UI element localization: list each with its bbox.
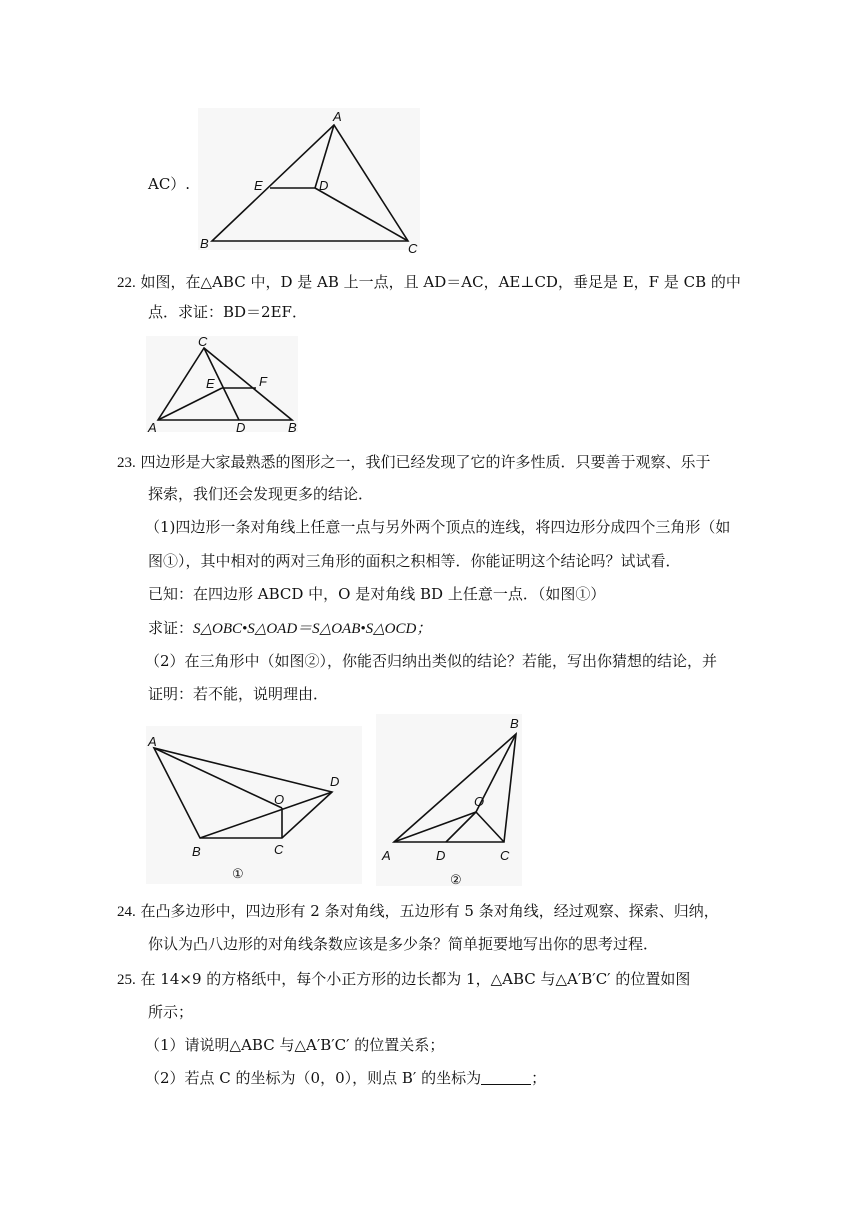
label-c: C (198, 334, 208, 349)
q24-number: 24. (117, 904, 136, 920)
q21-tail: AC）. (148, 175, 191, 193)
q24-text1: 在凸多边形中，四边形有 2 条对角线，五边形有 5 条对角线，经过观察、探索、归纳， (140, 902, 719, 920)
label-c: C (408, 241, 418, 256)
q25-number: 25. (117, 972, 136, 988)
label-d: D (436, 848, 446, 863)
label-f: F (259, 374, 267, 389)
q24-line2: 你认为凸八边形的对角线条数应该是多少条？简单扼要地写出你的思考过程． (148, 935, 659, 953)
q23-number: 23. (117, 455, 136, 471)
figure-background (146, 726, 362, 884)
label-d: D (236, 420, 246, 435)
q25-text1: 在 14×9 的方格纸中，每个小正方形的边长都为 1，△ABC 与△A′B′C′ 的位置如图 (140, 970, 691, 988)
q24-line1 (117, 901, 719, 922)
q25-part2-text: （2）若点 C 的坐标为（0，0），则点 B′ 的坐标为 (145, 1069, 482, 1087)
label-d: D (319, 178, 329, 193)
label-a: A (148, 420, 157, 435)
label-e: E (254, 178, 263, 193)
q23-prove-label: 求证： (148, 619, 194, 637)
label-o: O (274, 792, 285, 807)
q23-part2-line1: （2）在三角形中（如图②），你能否归纳出类似的结论？若能，写出你猜想的结论，并 (145, 652, 718, 670)
q25-part2 (145, 1068, 546, 1088)
q23-prove-formula: S△OBC•S△OAD＝S△OAB•S△OCD； (193, 621, 432, 637)
q23-given: 已知：在四边形 ABCD 中，O 是对角线 BD 上任意一点．（如图①） (148, 585, 606, 603)
figure-2-caption: ② (450, 872, 462, 887)
q22-figure (146, 336, 306, 436)
label-b: B (200, 236, 209, 251)
label-d: D (330, 774, 340, 789)
q23-figure-1 (146, 726, 366, 888)
q22-text1: 如图，在△ABC 中，D 是 AB 上一点，且 AD＝AC，AE⊥CD，垂足是 E，F 是 CB 的中 (140, 273, 741, 291)
q25-line2: 所示； (148, 1003, 194, 1021)
q23-line1 (117, 452, 711, 473)
q23-line2: 探索，我们还会发现更多的结论． (148, 485, 374, 503)
label-a: A (382, 848, 391, 863)
q25-part1: （1）请说明△ABC 与△A′B′C′ 的位置关系； (145, 1036, 445, 1054)
q22-line2: 点．求证：BD＝2EF． (148, 303, 307, 321)
q23-part2-line2: 证明：若不能，说明理由． (148, 685, 329, 703)
q25-line1 (117, 969, 690, 990)
q23-prove (148, 618, 431, 639)
label-b: B (192, 844, 201, 859)
answer-blank[interactable] (481, 1069, 531, 1085)
figure-1-caption: ① (232, 866, 244, 881)
label-e: E (206, 376, 215, 391)
q23-part1-line2: 图①），其中相对的两对三角形的面积之积相等．你能证明这个结论吗？试试看． (148, 552, 681, 570)
label-a: A (333, 109, 342, 124)
label-b: B (288, 420, 297, 435)
q23-part1-line1: （1)四边形一条对角线上任意一点与另外两个顶点的连线，将四边形分成四个三角形（如 (145, 518, 731, 536)
q22-line1 (117, 272, 741, 293)
q22-number: 22. (117, 275, 136, 291)
label-b: B (510, 716, 519, 731)
q23-figure-2 (376, 714, 526, 890)
q25-part2-end: ； (531, 1069, 547, 1087)
label-a: A (148, 734, 157, 749)
q23-text1: 四边形是大家最熟悉的图形之一，我们已经发现了它的许多性质．只要善于观察、乐于 (140, 453, 711, 471)
label-c: C (500, 848, 510, 863)
label-c: C (274, 842, 284, 857)
label-o: O (474, 794, 485, 809)
q21-figure (198, 108, 428, 256)
